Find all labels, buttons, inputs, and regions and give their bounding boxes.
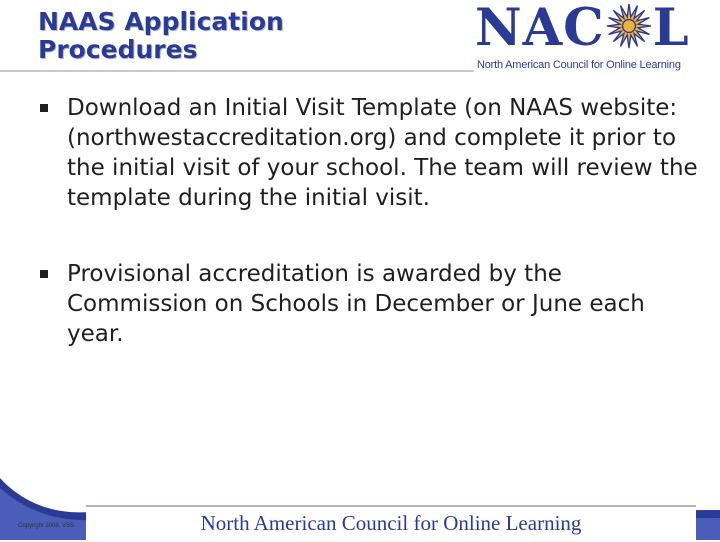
bullet-text: Provisional accreditation is awarded by the Commission on Schools in December or June each year.: [67, 261, 645, 347]
bullet-list: [38, 93, 708, 349]
sun-star-icon: [606, 3, 652, 49]
copyright-notice: Copyright 2008, VSS: [18, 523, 75, 529]
logo-wordmark: [475, 0, 690, 56]
slide-title-line-2: Procedures: [38, 35, 198, 64]
footer-organization: North American Council for Online Learning: [200, 511, 582, 535]
logo-tagline: North American Council for Online Learning: [477, 59, 681, 71]
nacol-logo: [475, 0, 720, 75]
slide-title: [38, 8, 358, 64]
star-center: [622, 20, 635, 33]
logo-letters-after: L: [652, 0, 690, 58]
bullet-item: [38, 93, 708, 213]
square-bullet-icon: [40, 104, 48, 112]
title-divider: [0, 70, 474, 72]
square-bullet-icon: [40, 270, 48, 278]
bullet-item: [38, 259, 708, 349]
bullet-text: Download an Initial Visit Template (on NAAS website: (northwestaccreditation.org) and complete it prior to the initial visit of your school. The team will review the template during the initial visit.: [67, 95, 698, 211]
logo-letters-before: NAC: [475, 0, 605, 58]
slide-title-line-1: NAAS Application: [38, 7, 284, 36]
footer-bar: [86, 505, 696, 542]
